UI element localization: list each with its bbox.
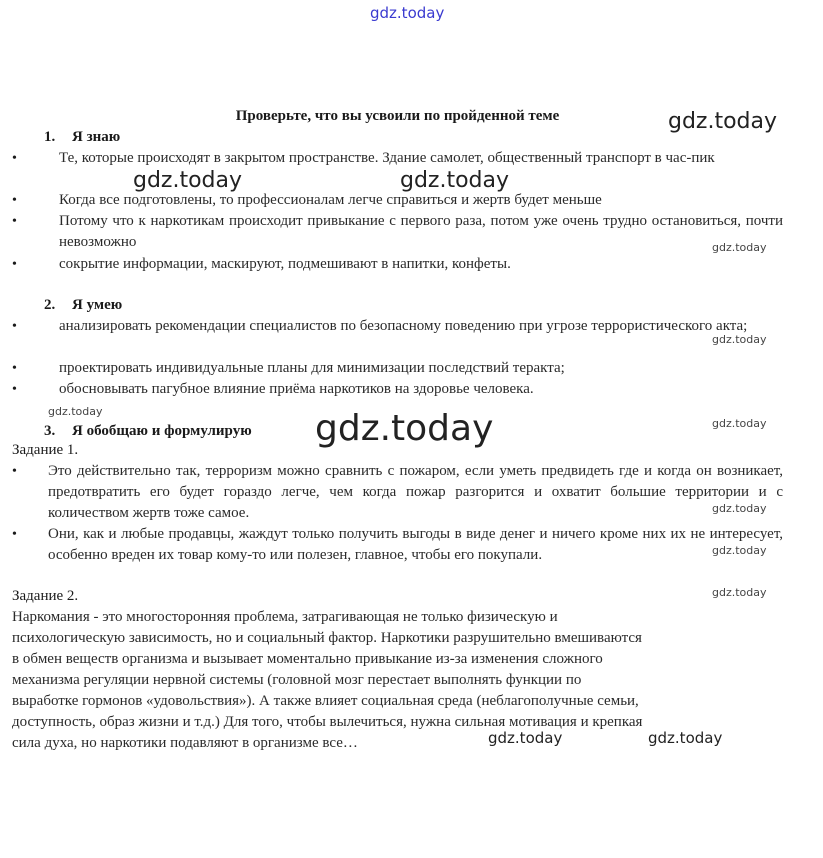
task2-line: выработке гормонов «удовольствия»). А также влияет социальная среда (неблагополучные семьи, <box>12 693 639 709</box>
watermark: gdz.today <box>133 168 243 193</box>
section2-number: 2. <box>44 297 56 313</box>
watermark: gdz.today <box>648 729 723 747</box>
task1-label: Задание 1. <box>12 442 79 458</box>
watermark: gdz.today <box>712 417 767 430</box>
bullet: • <box>12 464 17 479</box>
bullet: • <box>12 257 17 272</box>
page-title: Проверьте, что вы усвоили по пройденной теме <box>235 108 560 124</box>
bullet: • <box>12 361 17 376</box>
task2-line: механизма регуляции нервной системы (головной мозг перестает выполнять функции по <box>12 672 582 688</box>
section3-heading: Я обобщаю и формулирую <box>72 423 252 439</box>
watermark: gdz.today <box>488 729 563 747</box>
section2-item: обосновывать пагубное влияние приёма наркотиков на здоровье человека. <box>59 381 534 397</box>
task2-line: психологическую зависимость, но и социальный фактор. Наркотики разрушительно вмешиваются <box>12 630 642 646</box>
watermark: gdz.today <box>712 333 767 346</box>
section2-item: анализировать рекомендации специалистов по безопасному поведению при угрозе террористического акта; <box>59 318 748 334</box>
bullet: • <box>12 319 17 334</box>
watermark: gdz.today <box>668 109 778 134</box>
watermark: gdz.today <box>48 405 103 418</box>
section2-item: проектировать индивидуальные планы для минимизации последствий теракта; <box>59 360 565 376</box>
watermark-large: gdz.today <box>315 408 494 449</box>
task2-line: доступность, образ жизни и т.д.) Для того, чтобы вылечиться, нужна сильная мотивация и крепкая <box>12 714 643 730</box>
watermark: gdz.today <box>712 502 767 515</box>
section1-number: 1. <box>44 129 56 145</box>
bullet: • <box>12 193 17 208</box>
bullet: • <box>12 382 17 397</box>
task2-line: в обмен веществ организма и вызывает моментально привыкание из-за изменения сложного <box>12 651 603 667</box>
task1-item: Это действительно так, терроризм можно сравнить с пожаром, если уметь предвидеть где и когда он возникает, предотвратить его будет гораздо легче, чем когда пожар разгорится и охватит большие территории и с количеством жертв тоже самое. <box>48 463 783 521</box>
watermark-top: gdz.today <box>370 4 445 22</box>
section1-item: Когда все подготовлены, то профессионалам легче справиться и жертв будет меньше <box>59 192 602 208</box>
section1-item: сокрытие информации, маскируют, подмешивают в напитки, конфеты. <box>59 256 511 272</box>
bullet: • <box>12 527 17 542</box>
section1-heading: Я знаю <box>72 129 121 145</box>
task2-line: сила духа, но наркотики подавляют в организме все… <box>12 735 358 751</box>
task2-line: Наркомания - это многосторонняя проблема, затрагивающая не только физическую и <box>12 609 558 625</box>
watermark: gdz.today <box>712 544 767 557</box>
watermark: gdz.today <box>712 241 767 254</box>
task1-item: Они, как и любые продавцы, жаждут только получить выгоды в виде денег и ничего кроме них их не интересует, особенно вреден их товар кому-то или полезен, главное, чтобы его покупали. <box>48 526 783 563</box>
section1-item: Потому что к наркотикам происходит привыкание с первого раза, потом уже очень трудно остановиться, почти невозможно <box>59 213 783 250</box>
task2-label: Задание 2. <box>12 588 79 604</box>
section1-item: Те, которые происходят в закрытом пространстве. Здание самолет, общественный транспорт в час-пик <box>59 150 715 166</box>
bullet: • <box>12 151 17 166</box>
watermark: gdz.today <box>712 586 767 599</box>
section3-number: 3. <box>44 423 56 439</box>
watermark: gdz.today <box>400 168 510 193</box>
section2-heading: Я умею <box>72 297 123 313</box>
bullet: • <box>12 214 17 229</box>
